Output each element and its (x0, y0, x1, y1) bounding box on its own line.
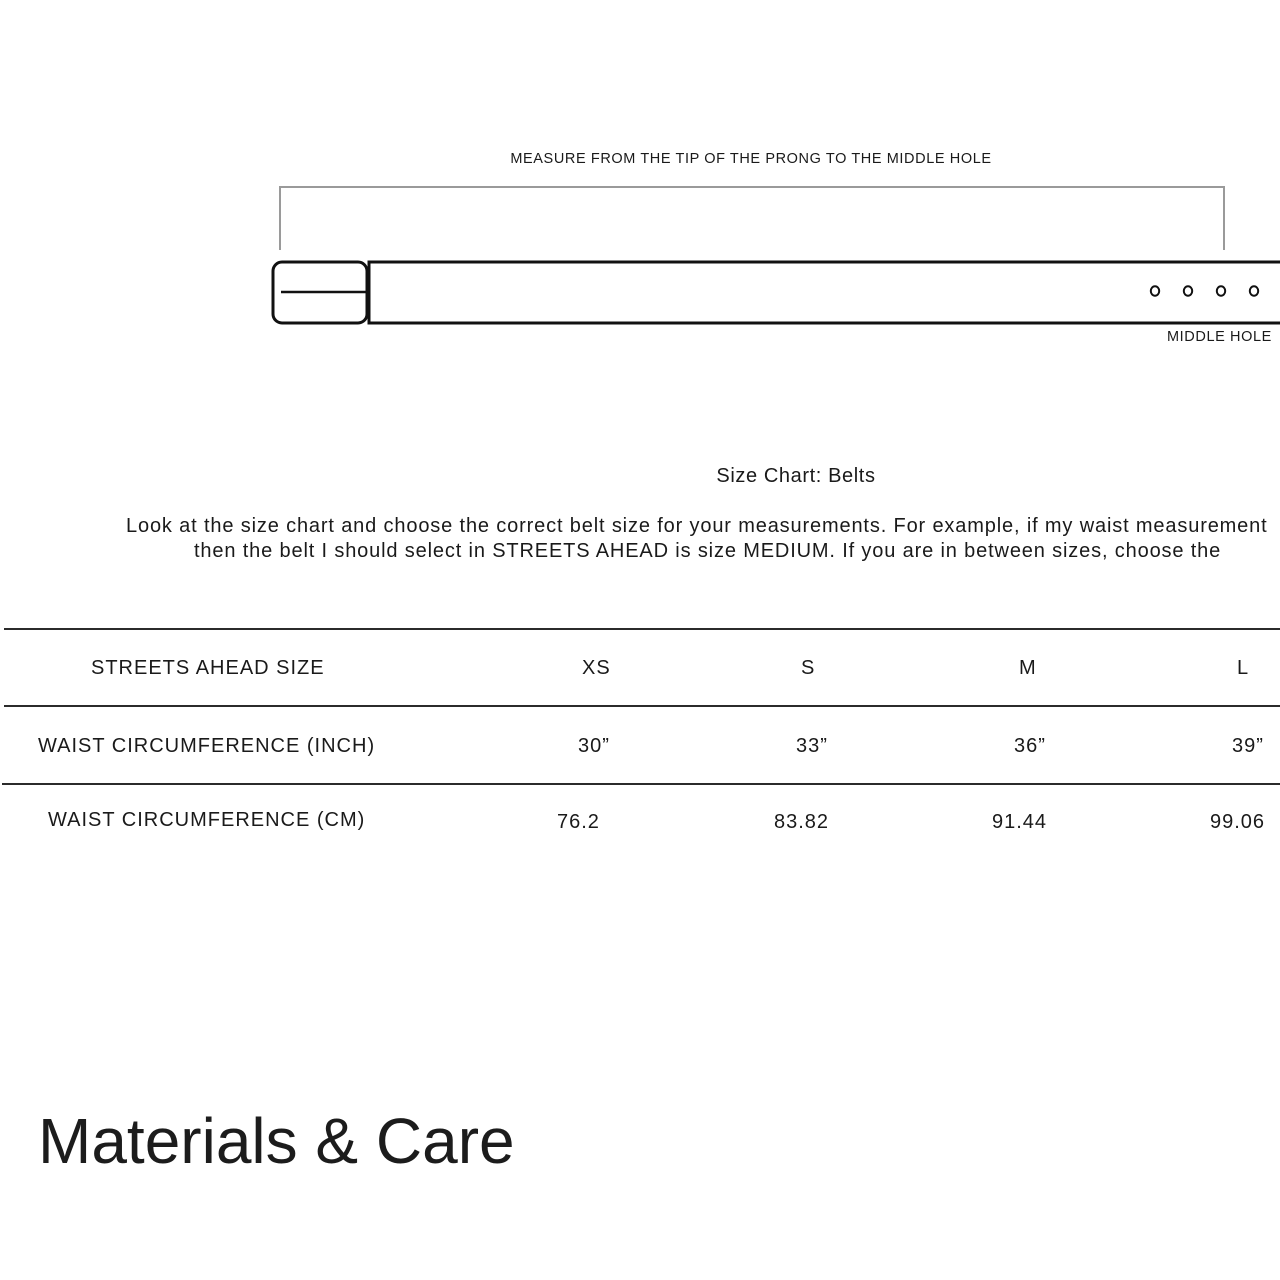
table-row-divider (2, 783, 1280, 785)
table-cell: 30” (578, 735, 610, 757)
belt-hole (1250, 286, 1258, 296)
table-cell: 91.44 (992, 811, 1048, 833)
row-label: WAIST CIRCUMFERENCE (INCH) (38, 735, 376, 757)
table-cell: 33” (796, 735, 828, 757)
belt-hole (1217, 286, 1225, 296)
belt-diagram (0, 0, 1280, 360)
table-cell: 99.06 (1210, 811, 1266, 833)
table-cell: S (801, 657, 816, 679)
measure-caption: MEASURE FROM THE TIP OF THE PRONG TO THE MIDDLE HOLE (510, 151, 992, 167)
belt-strap (369, 262, 1280, 323)
belt-hole (1184, 286, 1192, 296)
table-top-rule (4, 628, 1280, 630)
instruction-line: then the belt I should select in STREETS AHEAD is size MEDIUM. If you are in between sizes, choose the (194, 540, 1222, 562)
table-cell: 39” (1232, 735, 1264, 757)
table-cell: L (1237, 657, 1250, 679)
row-label: WAIST CIRCUMFERENCE (CM) (48, 809, 366, 831)
size-chart-title: Size Chart: Belts (716, 465, 876, 487)
table-cell: 76.2 (557, 811, 600, 833)
belt-hole (1151, 286, 1159, 296)
table-cell: 83.82 (774, 811, 830, 833)
middle-hole-label: MIDDLE HOLE (1167, 329, 1272, 345)
table-row-divider (4, 705, 1280, 707)
table-cell: XS (582, 657, 611, 679)
measure-bracket (280, 187, 1224, 250)
row-label: STREETS AHEAD SIZE (91, 657, 325, 679)
materials-care-heading: Materials & Care (38, 1105, 515, 1177)
table-cell: 36” (1014, 735, 1046, 757)
instruction-line: Look at the size chart and choose the correct belt size for your measurements. For example, if my waist measurement (126, 515, 1268, 537)
belt-holes (1151, 286, 1258, 296)
table-cell: M (1019, 657, 1037, 679)
